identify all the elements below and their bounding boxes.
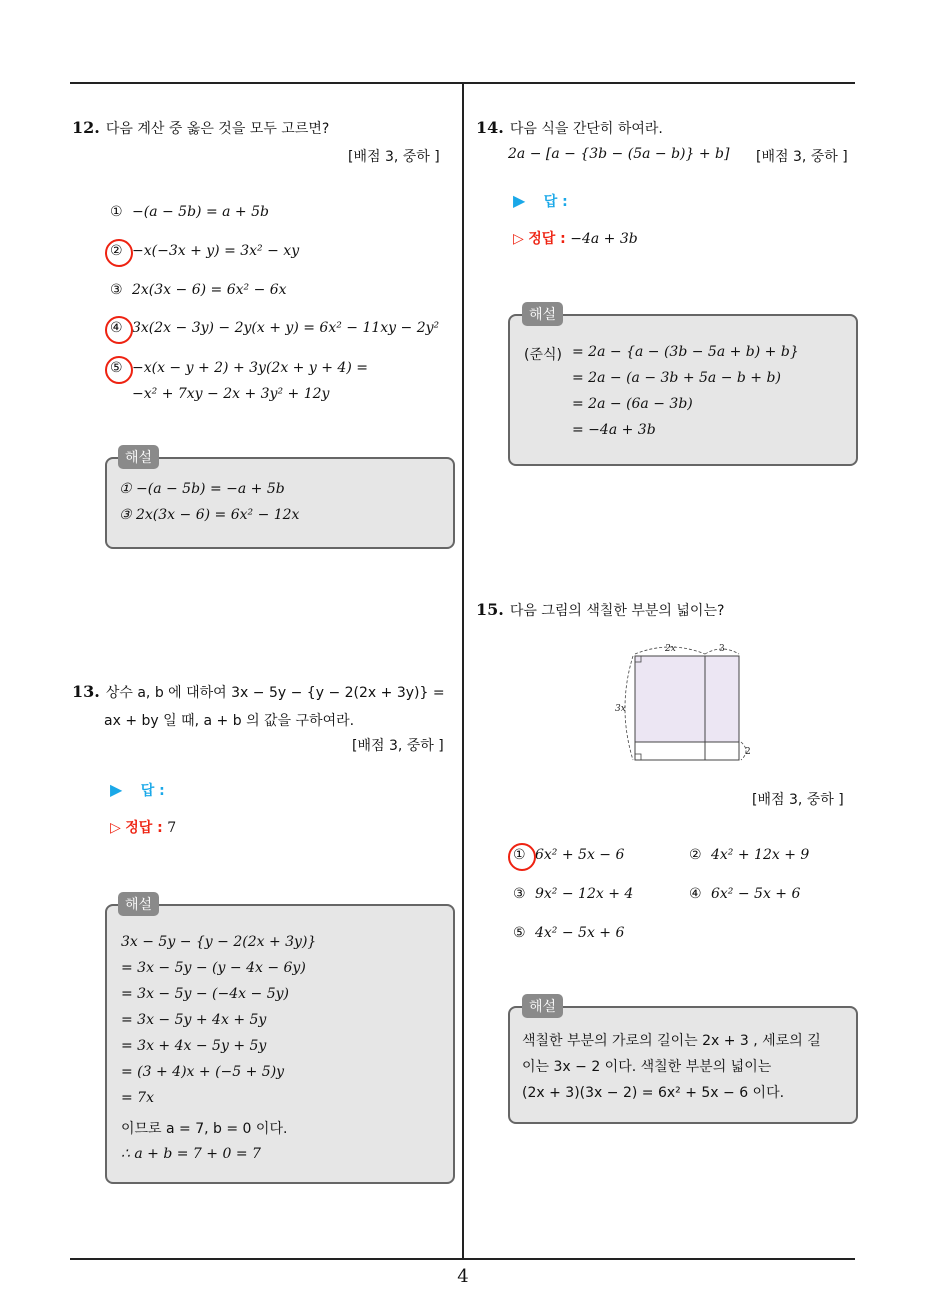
q14-answer-label: 답 : (543, 194, 568, 210)
q13-explanation-box (105, 904, 455, 1184)
q15-answer-circle-1 (508, 843, 536, 871)
q12-header (72, 118, 329, 138)
page-number: 4 (457, 1266, 469, 1287)
q12-choice-4[interactable]: ④ 3x(2x − 3y) − 2y(x + y) = 6x² − 11xy − 2y² (110, 320, 440, 336)
q13-explanation-tab: 해설 (118, 892, 159, 916)
q12-answer-circle-4 (105, 316, 133, 344)
q15-choice-4[interactable]: ④ 6x² − 5x + 6 (689, 886, 801, 902)
q13-text-line2: ax + by 일 때, a + b 의 값을 구하여라. (104, 713, 355, 729)
q15-explanation-box (508, 1006, 858, 1124)
q13-header (72, 682, 445, 702)
q14-correct-value: −4a + 3b (570, 231, 638, 247)
q12-choice-5-cont: −x² + 7xy − 2x + 3y² + 12y (132, 386, 330, 402)
q14-expression: 2a − [a − {3b − (5a − b)} + b] (508, 146, 730, 162)
label-2: 2 (745, 747, 751, 757)
q14-meta: [배점 3, 중하 ] (756, 149, 848, 165)
q15-choice-2[interactable]: ② 4x² + 12x + 9 (689, 847, 810, 863)
q13-correct-row (110, 817, 176, 837)
q12-choice-1[interactable]: ① −(a − 5b) = a + 5b (110, 204, 269, 220)
q15-header (476, 600, 724, 620)
q15-explanation-tab: 해설 (522, 994, 563, 1018)
q13-explanation-line-6: = (3 + 4)x + (−5 + 5)y (121, 1064, 285, 1080)
q12-choice-5[interactable]: ⑤ −x(x − y + 2) + 3y(2x + y + 4) = (110, 360, 368, 376)
q12-explanation-line-2: ③ 2x(3x − 6) = 6x² − 12x (119, 507, 300, 523)
q13-answer-label: 답 : (140, 783, 165, 799)
q15-rectangle-figure (605, 640, 765, 770)
q13-correct-value: 7 (167, 820, 177, 836)
shaded-region-right (705, 656, 739, 742)
q15-explanation-line-3: (2x + 3)(3x − 2) = 6x² + 5x − 6 이다. (522, 1085, 785, 1101)
corner-square-bottom (635, 754, 641, 760)
q12-choice-3[interactable]: ③ 2x(3x − 6) = 6x² − 6x (110, 282, 287, 298)
q14-explanation-prefix: (준식) (524, 347, 562, 363)
q14-explanation-box (508, 314, 858, 466)
play-triangle-icon: ▶ (110, 780, 123, 799)
q14-correct-row (513, 228, 638, 248)
q12-meta: [배점 3, 중하 ] (348, 149, 440, 165)
q13-answer-row[interactable] (110, 780, 165, 800)
q12-explanation-box (105, 457, 455, 549)
q12-answer-circle-5 (105, 356, 133, 384)
q14-correct-label: 정답 : (528, 231, 566, 247)
q12-explanation-line-1: ① −(a − 5b) = −a + 5b (119, 481, 285, 497)
q14-explanation-line-2: = 2a − (a − 3b + 5a − b + b) (572, 370, 781, 386)
play-triangle-icon: ▶ (513, 191, 526, 210)
q13-explanation-line-9: ∴ a + b = 7 + 0 = 7 (121, 1146, 261, 1162)
bottom-rule (70, 1258, 855, 1260)
q15-explanation-line-2: 이는 3x − 2 이다. 색칠한 부분의 넓이는 (522, 1059, 772, 1075)
q12-number: 12. (72, 118, 100, 137)
q13-explanation-line-8: 이므로 a = 7, b = 0 이다. (121, 1121, 288, 1137)
q13-explanation-line-5: = 3x + 4x − 5y + 5y (121, 1038, 267, 1054)
q13-number: 13. (72, 682, 100, 701)
brace-left (625, 656, 633, 760)
q14-explanation-tab: 해설 (522, 302, 563, 326)
q14-explanation-line-1: = 2a − {a − (3b − 5a + b) + b} (572, 344, 799, 360)
q14-header (476, 118, 663, 138)
label-3: 3 (719, 644, 725, 654)
q15-choice-5[interactable]: ⑤ 4x² − 5x + 6 (513, 925, 625, 941)
q13-explanation-line-1: 3x − 5y − {y − 2(2x + 3y)} (121, 934, 317, 950)
q13-explanation-line-7: = 7x (121, 1090, 154, 1106)
q12-answer-circle-2 (105, 239, 133, 267)
column-divider (462, 83, 464, 1259)
q13-meta: [배점 3, 중하 ] (352, 738, 444, 754)
q13-explanation-line-3: = 3x − 5y − (−4x − 5y) (121, 986, 289, 1002)
q15-text: 다음 그림의 색칠한 부분의 넓이는? (509, 603, 725, 619)
q15-choice-1[interactable]: ① 6x² + 5x − 6 (513, 847, 625, 863)
q15-choice-3[interactable]: ③ 9x² − 12x + 4 (513, 886, 634, 902)
q12-text: 다음 계산 중 옳은 것을 모두 고르면? (105, 121, 330, 137)
q13-correct-label: 정답 : (125, 820, 163, 836)
q12-choice-2[interactable]: ② −x(−3x + y) = 3x² − xy (110, 243, 300, 259)
q15-number: 15. (476, 600, 504, 619)
q14-number: 14. (476, 118, 504, 137)
q14-explanation-line-3: = 2a − (6a − 3b) (572, 396, 693, 412)
label-3x: 3x (615, 704, 626, 714)
q15-meta: [배점 3, 중하 ] (752, 792, 844, 808)
hollow-triangle-icon: ▷ (513, 231, 524, 247)
q13-explanation-line-4: = 3x − 5y + 4x + 5y (121, 1012, 267, 1028)
q14-explanation-line-4: = −4a + 3b (572, 422, 656, 438)
q14-text: 다음 식을 간단히 하여라. (509, 121, 663, 137)
q13-explanation-line-2: = 3x − 5y − (y − 4x − 6y) (121, 960, 306, 976)
q15-explanation-line-1: 색칠한 부분의 가로의 길이는 2x + 3 , 세로의 길 (522, 1033, 821, 1049)
q14-answer-row[interactable] (513, 191, 568, 211)
q13-text-line1: 상수 a, b 에 대하여 3x − 5y − {y − 2(2x + 3y)} = (105, 685, 445, 701)
shaded-region (635, 656, 705, 742)
q12-explanation-tab: 해설 (118, 445, 159, 469)
hollow-triangle-icon: ▷ (110, 820, 121, 836)
label-2x: 2x (665, 644, 676, 654)
